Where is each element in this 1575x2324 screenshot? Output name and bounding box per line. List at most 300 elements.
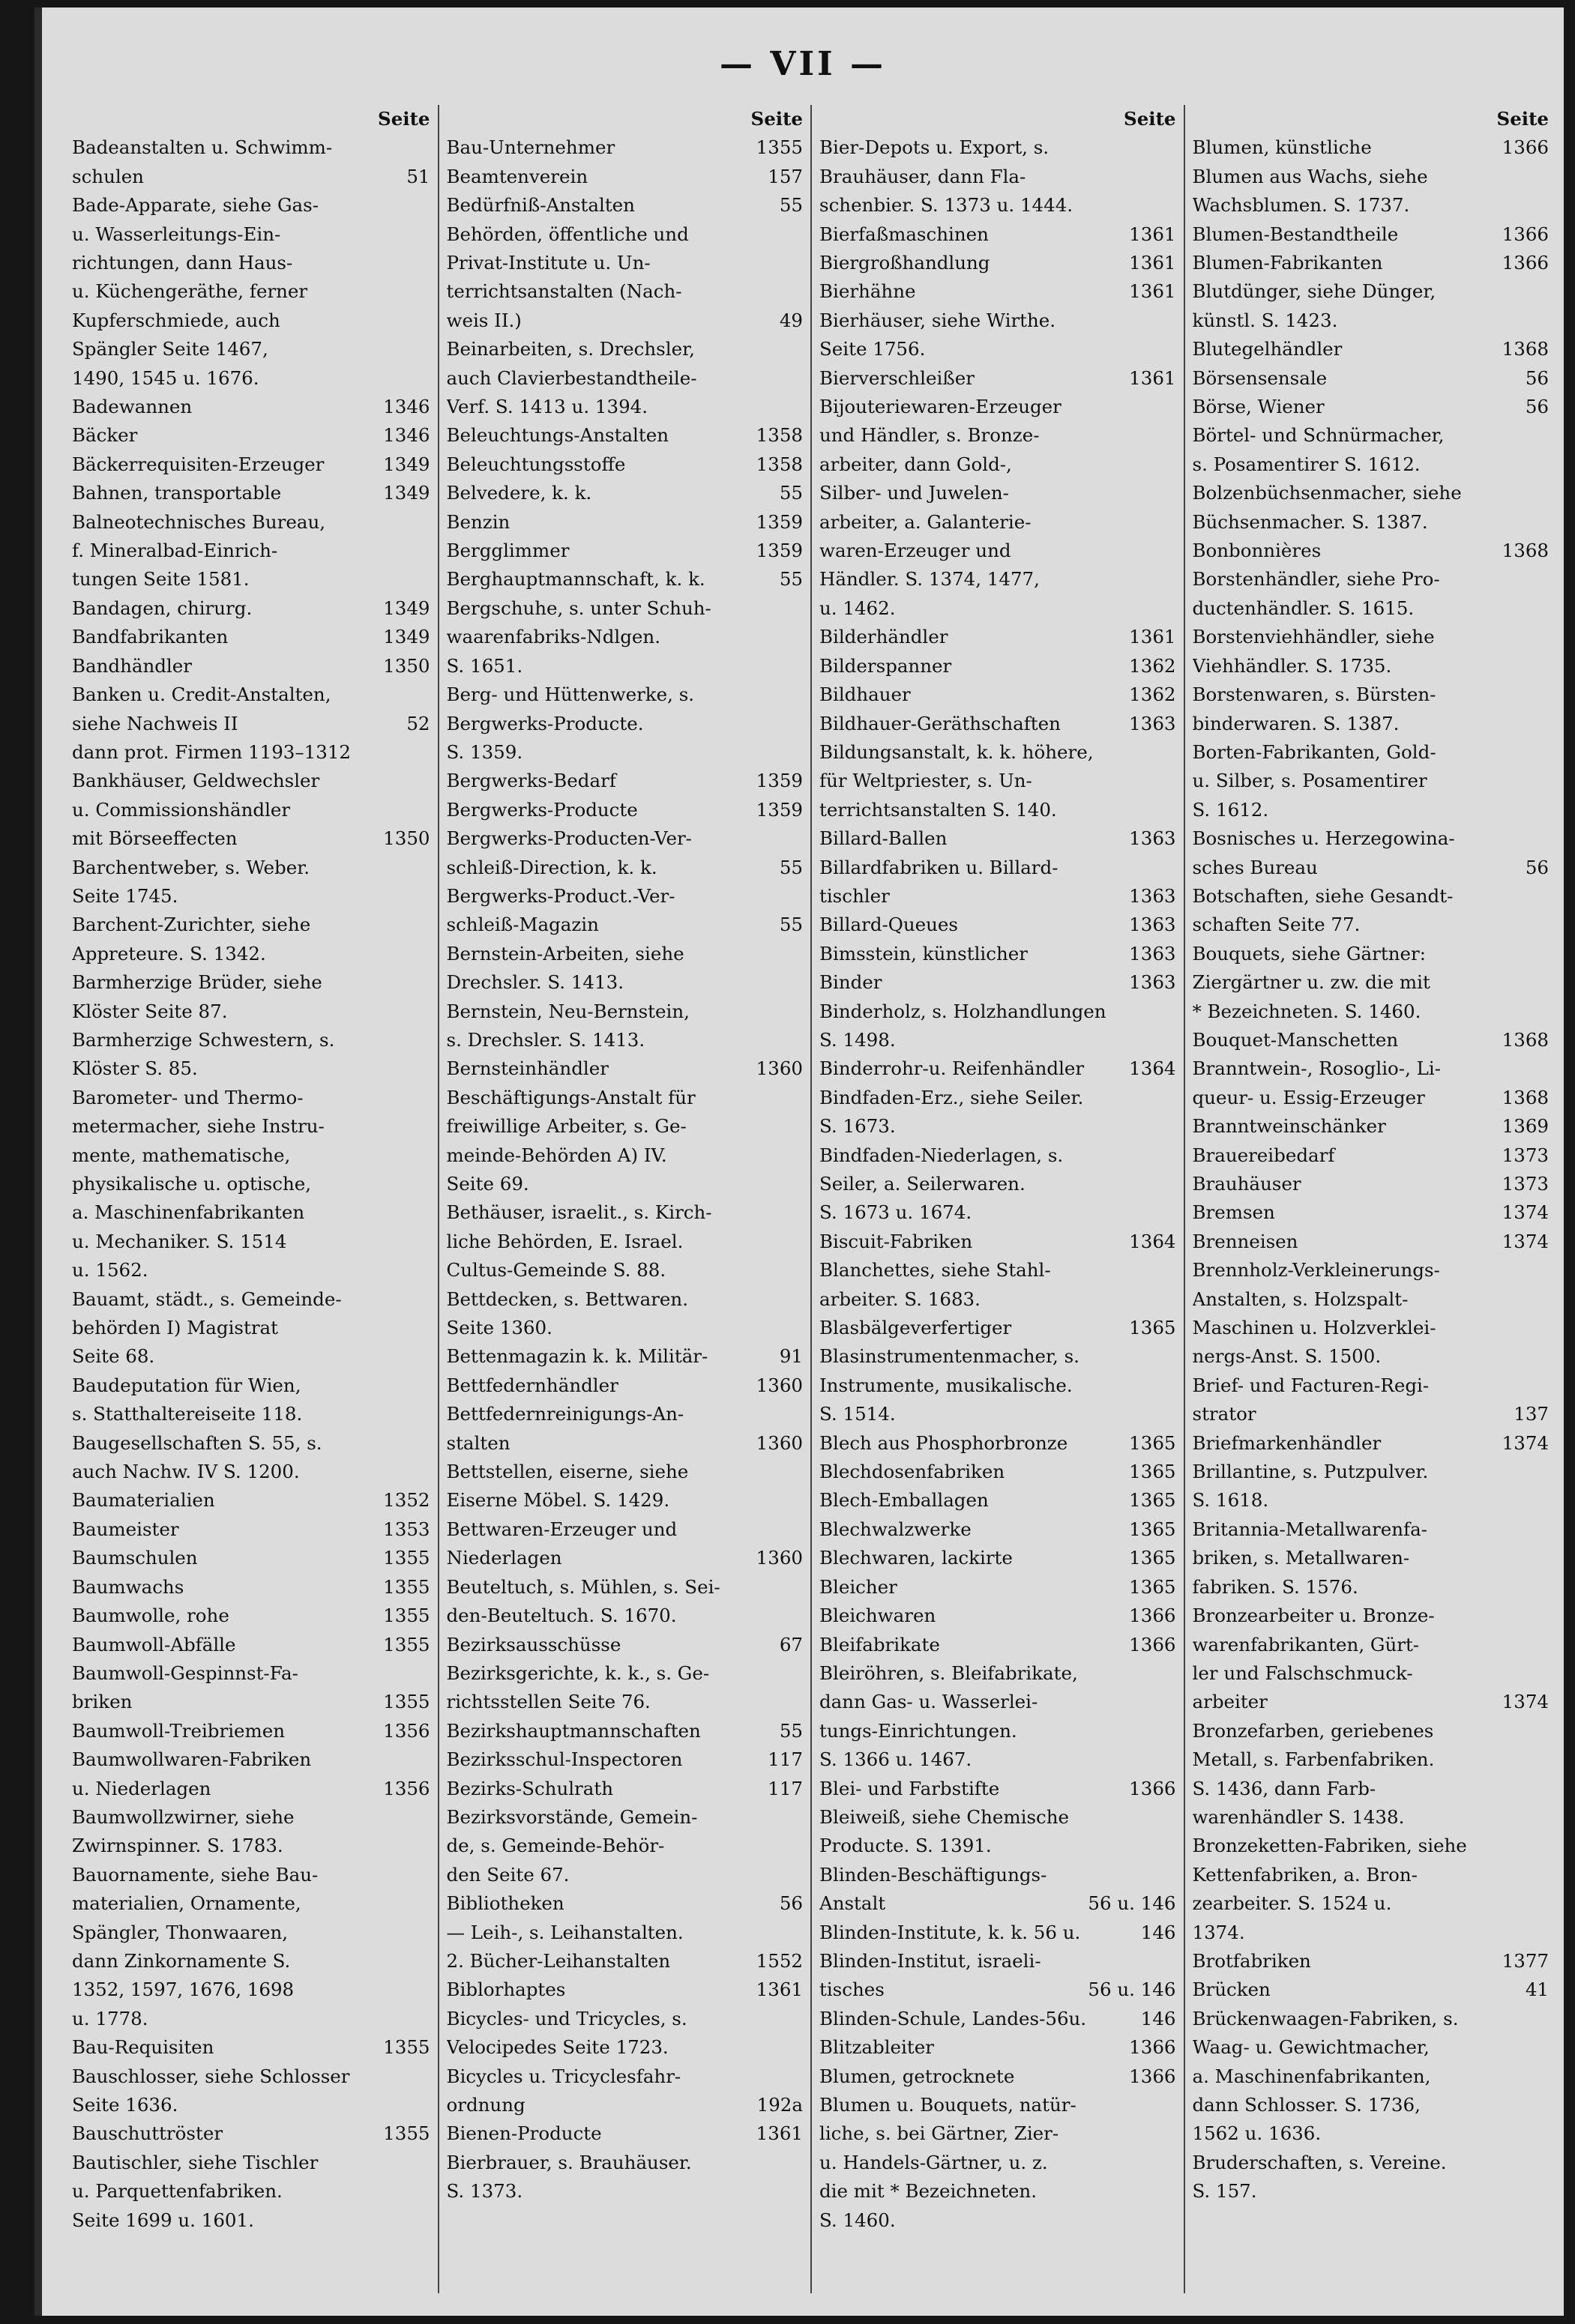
index-entry [447,508,804,537]
index-entry [72,1371,430,1429]
entry-text: Bergwerks-Producte [446,798,638,821]
entry-page-ref: 1349 [383,482,430,504]
entry-page-ref: 1360 [756,1057,803,1080]
entry-page-ref: 1359 [756,770,803,792]
index-entry [1193,220,1550,249]
index-entry [819,680,1176,709]
entry-text: Bezirksschul-Inspectoren [446,1748,683,1771]
entry-text: Bergwerks-Producten-Ver- schleiß-Direction, k. k. [446,827,692,878]
entry-text: Bettfedernreinigungs-An- stalten [446,1403,684,1454]
entry-page-ref: 56 [1525,856,1549,878]
entry-text: Bernsteinhändler [446,1057,609,1080]
entry-page-ref: 1358 [756,424,803,447]
index-entry [819,911,1176,939]
entry-text: Bettwaren-Erzeuger und Niederlagen [446,1518,678,1569]
index-entry [819,1544,1176,1572]
entry-page-ref: 1361 [1129,252,1176,274]
entry-page-ref: 1374 [1502,1691,1549,1713]
index-entry [1193,623,1550,680]
entry-page-ref: 1359 [756,510,803,533]
entry-page-ref: 1366 [1129,2065,1176,2087]
index-entry [447,882,804,940]
entry-text: Bildungsanstalt, k. k. höhere, für Weltpriester, s. Un- terrichtsanstalten S. 140. [819,740,1094,821]
entry-text: Blitzableiter [819,2036,934,2059]
entry-text: Bibliotheken [446,1892,564,1915]
entry-text: Blumen aus Wachs, siehe Wachsblumen. S. 1737. [1192,165,1428,217]
index-entry [72,421,430,450]
entry-page-ref: 56 [779,1892,803,1915]
entry-page-ref: 55 [779,914,803,936]
index-column-2 [438,105,811,2293]
entry-text: Bettfedernhändler [446,1374,618,1396]
entry-text: Berghauptmannschaft, k. k. [446,568,705,591]
entry-text: Bouquets, siehe Gärtner: Ziergärtner u. zw. die mit * Bezeichneten. S. 1460. [1192,942,1430,1022]
index-entry [447,220,804,336]
entry-text: Bade-Apparate, siehe Gas- u. Wasserleitungs-Ein- richtungen, dann Haus- u. Küchengeräthe, ferner Kupferschmiede, auch Spängler Seite 1467, 1490, 1545 u. 1676. [72,194,319,389]
seite-header: Seite [1496,108,1549,130]
entry-text: Billard-Ballen [819,827,948,850]
entry-page-ref: 1361 [756,1979,803,2001]
index-entry [1193,421,1550,479]
entry-text: Blasinstrumentenmacher, s. Instrumente, musikalische. S. 1514. [819,1345,1079,1425]
entry-text: Binderholz, s. Holzhandlungen S. 1498. [819,1000,1106,1051]
index-entry [1193,1602,1550,1717]
entry-text: Badewannen [72,396,193,418]
entry-page-ref: 1368 [1502,1086,1549,1108]
entry-page-ref: 1356 [383,1777,430,1799]
entry-page-ref: 117 [768,1748,803,1771]
seite-header: Seite [1124,108,1176,130]
index-entry [72,1026,430,1084]
index-entry [447,1371,804,1400]
entry-page-ref: 91 [779,1345,803,1368]
index-column-1 [64,105,438,2293]
index-entry [819,1861,1176,1919]
entry-page-ref: 1368 [1502,540,1549,562]
index-entry [72,1659,430,1717]
entry-text: Baugesellschaften S. 55, s. auch Nachw. IV S. 1200. [72,1431,322,1483]
entry-text: Brennholz-Verkleinerungs- Anstalten, s. Holzspalt- Maschinen u. Holzverklei- nergs-Anst. S. 1500. [1192,1259,1440,1368]
index-entry [72,450,430,479]
index-entry [1193,1141,1550,1170]
index-entry [447,1976,804,2004]
index-entry [819,249,1176,277]
index-entry [1193,1976,1550,2004]
index-entry [72,2062,430,2120]
entry-text: Biblorhaptes [446,1979,566,2001]
index-entry [447,1573,804,1631]
index-entry [72,1084,430,1285]
index-entry [1193,1228,1550,1256]
entry-page-ref: 1365 [1129,1461,1176,1483]
index-entry [447,2005,804,2062]
index-entry [72,1515,430,1544]
index-entry [819,1084,1176,1141]
index-entry [819,1515,1176,1544]
entry-page-ref: 1350 [383,654,430,677]
index-entry [819,1429,1176,1458]
entry-page-ref: 1362 [1129,683,1176,706]
entry-page-ref: 56 [1525,396,1549,418]
entry-text: Baumwolle, rohe [72,1605,229,1627]
entry-page-ref: 56 u. 146 [1088,1892,1176,1915]
entry-text: Bierverschleißer [819,366,975,389]
index-column-3 [810,105,1184,2293]
entry-page-ref: 1346 [383,424,430,447]
index-entry [819,652,1176,680]
entry-page-ref: 41 [1525,1979,1549,2001]
index-entry [447,335,804,421]
index-columns [64,105,1556,2293]
index-entry [1193,1170,1550,1198]
entry-text: Börse, Wiener [1192,396,1325,418]
index-entry [72,133,430,191]
entry-page-ref: 1373 [1502,1173,1549,1195]
entry-text: Branntweinschänker [1192,1115,1386,1138]
entry-text: Britannia-Metallwarenfa- briken, s. Metallwaren- fabriken. S. 1576. [1192,1518,1428,1598]
index-entry [819,940,1176,968]
entry-text: Börsensensale [1192,366,1328,389]
index-entry [72,2033,430,2062]
index-entry [447,421,804,450]
entry-text: Bremsen [1192,1201,1275,1224]
index-entry [1193,1458,1550,1515]
entry-page-ref: 1361 [1129,626,1176,648]
index-entry [72,1602,430,1630]
index-entry [447,1745,804,1774]
index-entry [72,1861,430,2033]
index-entry [1193,1198,1550,1227]
entry-text: Bierbrauer, s. Brauhäuser. S. 1373. [446,2151,692,2203]
index-entry [447,1631,804,1659]
entry-text: Beschäftigungs-Anstalt für freiwillige Arbeiter, s. Ge- meinde-Behörden A) IV. Seite 69. [446,1086,696,1195]
entry-text: Branntwein-, Rosoglio-, Li- queur- u. Essig-Erzeuger [1192,1057,1442,1108]
entry-text: Bezirksausschüsse [446,1633,621,1656]
entry-page-ref: 1361 [756,2122,803,2145]
entry-text: Brauereibedarf [1192,1144,1335,1166]
entry-text: Bonbonnières [1192,540,1322,562]
index-entry [72,479,430,507]
index-entry [819,1486,1176,1515]
index-entry [447,2119,804,2148]
entry-text: Baumwoll-Gespinnst-Fa- briken [72,1661,298,1713]
entry-page-ref: 192a [756,2094,803,2116]
entry-page-ref: 1361 [1129,223,1176,245]
entry-page-ref: 1366 [1502,252,1549,274]
index-entry [72,1544,430,1572]
entry-text: Blechdosenfabriken [819,1461,1005,1483]
index-entry [1193,940,1550,1026]
entry-page-ref: 1368 [1502,1028,1549,1051]
entry-text: Bergglimmer [446,540,570,562]
entry-text: Behörden, öffentliche und Privat-Institute u. Un- terrichtsanstalten (Nach- weis II.) [446,223,689,331]
entry-text: Briefmarkenhändler [1192,1431,1382,1454]
entry-text: Blinden-Institut, israeli- tisches [819,1949,1041,2001]
seite-header: Seite [378,108,430,130]
entry-page-ref: 1356 [383,1719,430,1742]
index-entry [1193,277,1550,335]
entry-page-ref: 1366 [1129,1605,1176,1627]
entry-page-ref: 1363 [1129,942,1176,965]
index-entry [72,968,430,1026]
index-entry [72,680,430,738]
index-entry [819,1228,1176,1256]
index-entry [447,680,804,767]
index-entry [447,1515,804,1573]
entry-text: Bildhauer-Geräthschaften [819,712,1061,734]
entry-page-ref: 1365 [1129,1317,1176,1339]
index-entry [1193,1054,1550,1112]
index-entry [1193,2005,1550,2149]
entry-text: Blumen, getrocknete [819,2065,1015,2087]
entry-page-ref: 1349 [383,453,430,475]
entry-text: Bronzefarben, geriebenes Metall, s. Farbenfabriken. S. 1436, dann Farb- warenhändler S. 1438. [1192,1719,1435,1828]
entry-text: Brenneisen [1192,1230,1298,1252]
index-entry [447,191,804,220]
entry-text: Bergwerks-Product.-Ver- schleiß-Magazin [446,884,675,936]
index-entry [72,738,430,767]
entry-text: Beleuchtungs-Anstalten [446,424,669,447]
entry-text: Bicycles- und Tricycles, s. Velocipedes Seite 1723. [446,2007,687,2059]
entry-text: Biergroßhandlung [819,252,990,274]
entry-text: Beamtenverein [446,165,588,187]
entry-text: Baumaterialien [72,1489,215,1512]
entry-page-ref: 1377 [1502,1949,1549,1972]
entry-text: Bandhändler [72,654,192,677]
entry-page-ref: 1355 [383,2122,430,2145]
entry-text: Brief- und Facturen-Regi- strator [1192,1374,1430,1425]
entry-page-ref: 1366 [1502,136,1549,159]
index-entry [819,968,1176,997]
entry-text: Bleicher [819,1575,897,1598]
entry-text: Bindfaden-Niederlagen, s. Seiler, a. Seilerwaren. S. 1673 u. 1674. [819,1144,1064,1224]
entry-page-ref: 1355 [383,1575,430,1598]
entry-text: Barmherzige Schwestern, s. Klöster S. 85. [72,1028,335,1080]
entry-text: Borstenviehhändler, siehe Viehhändler. S. 1735. [1192,626,1435,677]
entry-text: Baumschulen [72,1547,198,1569]
entry-text: Bezirkshauptmannschaften [446,1719,701,1742]
index-entry [819,710,1176,738]
entry-text: Bauornamente, siehe Bau- materialien, Ornamente, Spängler, Thonwaaren, dann Zinkornamente S. 1352, 1597, 1676, 1698 u. 1778. [72,1863,319,2029]
entry-text: Baudeputation für Wien, s. Statthaltereiseite 118. [72,1374,303,1425]
index-entry [1193,1256,1550,1371]
index-entry [447,565,804,594]
entry-text: Bettdecken, s. Bettwaren. Seite 1360. [446,1288,688,1339]
entry-text: Blumen-Bestandtheile [1192,223,1399,245]
entry-page-ref: 1358 [756,453,803,475]
entry-page-ref: 157 [768,165,803,187]
index-entry [72,652,430,680]
entry-text: Bierhäuser, siehe Wirthe. Seite 1756. [819,309,1056,360]
index-entry [819,133,1176,220]
index-entry [447,1400,804,1458]
index-entry [1193,1371,1550,1429]
entry-page-ref: 1360 [756,1431,803,1454]
entry-text: Bleichwaren [819,1605,936,1627]
entry-text: Bergwerks-Bedarf [446,770,616,792]
index-entry [447,1342,804,1371]
index-entry [1193,335,1550,363]
entry-text: Brücken [1192,1979,1271,2001]
index-entry [1193,133,1550,162]
entry-page-ref: 1349 [383,597,430,619]
entry-text: Bosnisches u. Herzegowina- sches Bureau [1192,827,1455,878]
entry-text: Börtel- und Schnürmacher, s. Posamentirer S. 1612. [1192,424,1445,475]
index-entry [447,133,804,162]
entry-text: Bicycles u. Tricyclesfahr- ordnung [446,2065,681,2116]
index-entry [1193,163,1550,220]
entry-text: Beuteltuch, s. Mühlen, s. Sei- den-Beuteltuch. S. 1670. [446,1575,720,1627]
entry-page-ref: 1369 [1502,1115,1549,1138]
entry-text: Barmherzige Brüder, siehe Klöster Seite 87. [72,971,322,1022]
entry-text: Borten-Fabrikanten, Gold- u. Silber, s. Posamentirer S. 1612. [1192,740,1436,821]
index-entry [447,1198,804,1285]
index-entry [72,1717,430,1745]
index-entry [447,2149,804,2206]
entry-page-ref: 1355 [756,136,803,159]
index-entry [1193,249,1550,277]
index-entry [1193,1112,1550,1141]
entry-text: Beinarbeiten, s. Drechsler, auch Clavierbestandtheile- Verf. S. 1413 u. 1394. [446,338,697,418]
entry-text: Bernstein-Arbeiten, siehe Drechsler. S. 1413. [446,942,684,994]
entry-page-ref: 55 [779,194,803,217]
entry-page-ref: 1365 [1129,1575,1176,1598]
entry-text: Bezirksgerichte, k. k., s. Ge- richtsstellen Seite 76. [446,1661,710,1713]
index-entry [72,767,430,853]
entry-text: Bilderspanner [819,654,952,677]
entry-text: Borstenhändler, siehe Pro- ductenhändler. S. 1615. [1192,568,1440,619]
entry-text: Blumen u. Bouquets, natür- liche, s. bei Gärtner, Zier- u. Handels-Gärtner, u. z. die mit * Bezeichneten. S. 1460. [819,2094,1076,2231]
entry-text: Bouquet-Manschetten [1192,1028,1399,1051]
entry-text: Bolzenbüchsenmacher, siehe Büchsenmacher. S. 1387. [1192,482,1462,533]
entry-text: Barchentweber, s. Weber. Seite 1745. [72,856,310,907]
entry-page-ref: 1552 [756,1949,803,1972]
entry-text: Blei- und Farbstifte [819,1777,1000,1799]
entry-page-ref: 1355 [383,2036,430,2059]
entry-page-ref: 1353 [383,1518,430,1540]
index-entry [819,1775,1176,1803]
entry-page-ref: 1350 [383,827,430,850]
entry-page-ref: 1364 [1129,1230,1176,1252]
entry-text: Bleiröhren, s. Bleifabrikate, dann Gas- u. Wasserlei- tungs-Einrichtungen. S. 1366 u. 1467. [819,1661,1078,1771]
entry-text: Baumwollzwirner, siehe Zwirnspinner. S. 1783. [72,1805,295,1857]
entry-text: Bauschuttröster [72,2122,223,2145]
entry-text: Bergschuhe, s. unter Schuh- waarenfabriks-Ndlgen. S. 1651. [446,597,711,677]
entry-text: Bernstein, Neu-Bernstein, s. Drechsler. S. 1413. [446,1000,690,1051]
entry-text: Billardfabriken u. Billard- tischler [819,856,1058,907]
entry-page-ref: 146 [1140,1921,1176,1943]
entry-page-ref: 1349 [383,626,430,648]
entry-text: Baumeister [72,1518,179,1540]
index-entry [1193,1515,1550,1602]
entry-page-ref: 55 [779,856,803,878]
index-entry [819,1054,1176,1083]
index-entry [72,1486,430,1515]
entry-text: Blech aus Phosphorbronze [819,1431,1068,1454]
entry-page-ref: 1366 [1129,1777,1176,1799]
index-entry [819,1458,1176,1486]
index-entry [447,997,804,1055]
entry-page-ref: 1366 [1129,1633,1176,1656]
index-entry [447,594,804,680]
index-entry [819,1256,1176,1314]
entry-page-ref: 1359 [756,798,803,821]
entry-page-ref: 1355 [383,1691,430,1713]
index-entry [447,537,804,565]
index-entry [1193,882,1550,940]
entry-text: Bankhäuser, Geldwechsler u. Commissionshändler mit Börseeffecten [72,770,320,850]
entry-page-ref: 1355 [383,1605,430,1627]
entry-text: Baumwachs [72,1575,184,1598]
entry-page-ref: 1366 [1502,223,1549,245]
index-entry [72,393,430,421]
entry-text: Baumwoll-Treibriemen [72,1719,286,1742]
index-entry [819,2005,1176,2033]
index-entry [447,1084,804,1199]
index-entry [72,1285,430,1371]
index-entry [72,854,430,911]
entry-text: Berg- und Hüttenwerke, s. Bergwerks-Producte. S. 1359. [446,683,695,763]
index-entry [1193,1947,1550,1976]
index-entry [1193,1717,1550,1832]
index-entry [819,1342,1176,1428]
entry-page-ref: 51 [406,165,430,187]
index-entry [447,796,804,824]
entry-page-ref: 137 [1514,1403,1549,1425]
entry-page-ref: 56 u. 146 [1088,1979,1176,2001]
index-entry [72,594,430,623]
entry-text: Bimsstein, künstlicher [819,942,1028,965]
entry-text: Blechwaren, lackirte [819,1547,1013,1569]
entry-text: Blinden-Beschäftigungs- Anstalt [819,1863,1047,1915]
entry-text: Bautischler, siehe Tischler u. Parquettenfabriken. Seite 1699 u. 1601. [72,2151,319,2231]
entry-text: Bandfabrikanten [72,626,229,648]
index-entry [819,393,1176,623]
entry-text: Balneotechnisches Bureau, f. Mineralbad-Einrich- tungen Seite 1581. [72,510,326,591]
entry-text: Brauhäuser [1192,1173,1301,1195]
entry-text: Bleiweiß, siehe Chemische Producte. S. 1391. [819,1805,1070,1857]
index-entry [447,479,804,507]
entry-text: 2. Bücher-Leihanstalten [446,1949,671,1972]
index-entry [819,738,1176,824]
entry-text: Brückenwaagen-Fabriken, s. Waag- u. Gewichtmacher, a. Maschinenfabrikanten, dann Schlosser. S. 1736, 1562 u. 1636. [1192,2007,1459,2145]
entry-page-ref: 1365 [1129,1547,1176,1569]
index-entry [819,220,1176,249]
index-entry [819,307,1176,364]
index-entry [72,623,430,651]
index-entry [819,824,1176,853]
entry-text: Bier-Depots u. Export, s. Brauhäuser, dann Fla- schenbier. S. 1373 u. 1444. [819,136,1073,217]
entry-text: Baumwollwaren-Fabriken u. Niederlagen [72,1748,312,1799]
entry-page-ref: 117 [768,1777,803,1799]
entry-text: Binder [819,971,882,994]
entry-page-ref: 1355 [383,1547,430,1569]
entry-text: Badeanstalten u. Schwimm- schulen [72,136,333,187]
index-entry [447,1659,804,1717]
index-entry [72,2149,430,2235]
entry-page-ref: 1363 [1129,712,1176,734]
entry-page-ref: 1366 [1129,2036,1176,2059]
index-entry [72,1803,430,1861]
entry-page-ref: 49 [779,309,803,331]
entry-text: Bronzearbeiter u. Bronze- warenfabrikanten, Gürt- ler und Falschschmuck- arbeiter [1192,1605,1435,1713]
entry-text: Bethäuser, israelit., s. Kirch- liche Behörden, E. Israel. Cultus-Gemeinde S. 88. [446,1201,712,1282]
entry-page-ref: 1361 [1129,280,1176,303]
entry-text: Bau-Requisiten [72,2036,214,2059]
entry-page-ref: 52 [406,712,430,734]
entry-text: Blutegelhändler [1192,338,1343,360]
entry-text: Beleuchtungsstoffe [446,453,626,475]
